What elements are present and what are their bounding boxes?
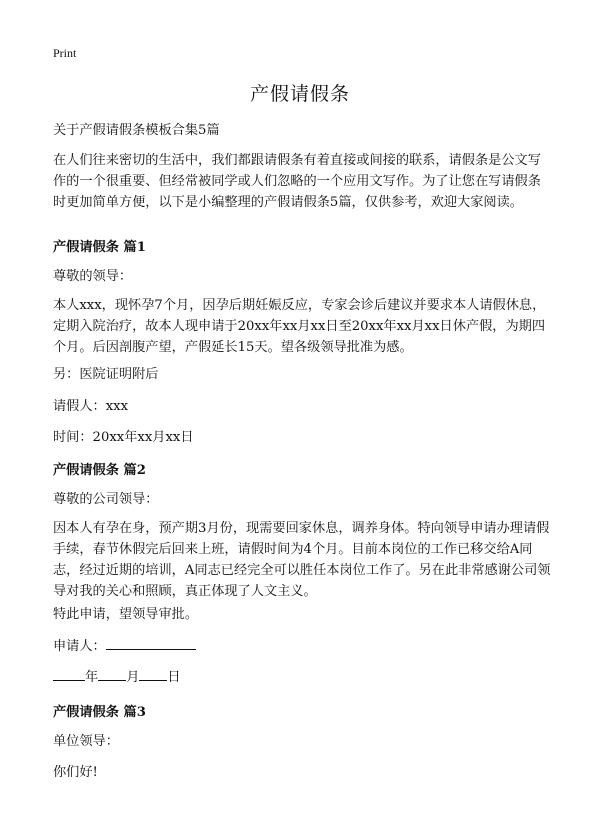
section-2-applicant-line [53, 636, 551, 657]
section-heading-3: 产假请假条 篇3 [53, 705, 146, 720]
date-day-label: 日 [167, 670, 181, 685]
section-1-note: 另：医院证明附后 [53, 367, 159, 382]
date-month-label: 月 [126, 670, 140, 685]
section-heading-1: 产假请假条 篇1 [53, 240, 146, 255]
section-2-salutation: 尊敬的公司领导： [53, 492, 159, 507]
section-2-date-line [53, 667, 551, 688]
section-heading-2: 产假请假条 篇2 [53, 463, 146, 478]
section-2-closing: 特此申请，望领导审批。 [53, 607, 199, 622]
collection-title: 关于产假请假条模板合集5篇 [53, 123, 220, 138]
page-title: 产假请假条 [249, 83, 350, 105]
applicant-label: 申请人： [53, 639, 106, 654]
print-label[interactable]: Print [53, 46, 77, 60]
date-year-label: 年 [85, 670, 99, 685]
day-blank [139, 668, 167, 681]
section-1-applicant: 请假人：xxx [53, 399, 129, 414]
section-1-body: 本人xxx，现怀孕7个月，因孕后期妊娠反应，专家会诊后建议并要求本人请假休息，定期入院治疗，故本人现申请于20xx年xx月xx日至20xx年xx月xx日休产假，为期四个月。后因剖腹产望，产假延长15天。望各级领导批准为感。 [53, 298, 546, 355]
section-3-greeting: 你们好! [53, 765, 98, 780]
section-2-body: 因本人有孕在身，预产期3月份，现需要回家休息，调养身体。特向领导申请办理请假手续，春节休假完后回来上班，请假时间为4个月。目前本岗位的工作已移交给A同志，经过近期的培训，A同志已经完全可以胜任本岗位工作了。另在此非常感谢公司领导对我的关心和照顾，真正体现了人文主义。 [53, 521, 551, 599]
applicant-blank [106, 637, 196, 650]
section-1-time: 时间：20xx年xx月xx日 [53, 430, 194, 445]
section-1-salutation: 尊敬的领导： [53, 269, 133, 284]
year-blank [53, 668, 85, 681]
month-blank [98, 668, 126, 681]
section-3-salutation: 单位领导： [53, 734, 119, 749]
intro-paragraph: 在人们往来密切的生活中，我们都跟请假条有着直接或间接的联系，请假条是公文写作的一个很重要、但经常被同学或人们忽略的一个应用文写作。为了让您在写请假条时更加简单方便，以下是小编整理的产假请假条5篇，仅供参考，欢迎大家阅读。 [53, 153, 541, 210]
